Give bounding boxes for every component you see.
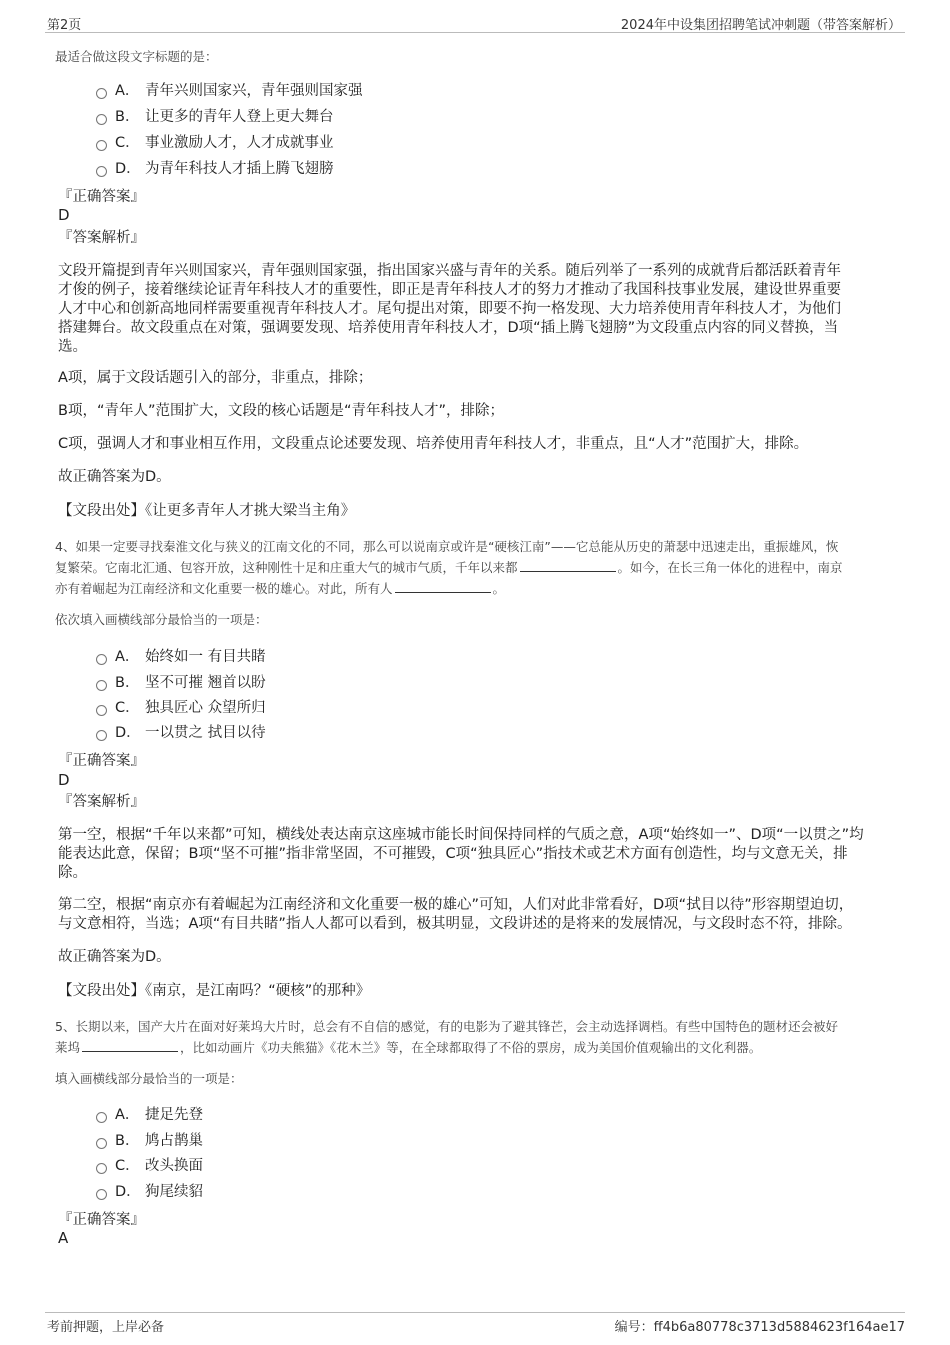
q3-answer-label: 『正确答案』 xyxy=(58,189,145,205)
q3-option-b[interactable]: B． 让更多的青年人登上更大舞台 xyxy=(96,106,334,128)
q5-prompt: 填入画横线部分最恰当的一项是： xyxy=(55,1071,243,1086)
q5-answer-label: 『正确答案』 xyxy=(58,1212,145,1228)
q4-answer: D xyxy=(58,771,70,789)
radio-icon[interactable] xyxy=(96,730,107,741)
footer-slogan: 考前押题，上岸必备 xyxy=(47,1320,165,1335)
page-header xyxy=(45,0,905,33)
q5-option-d[interactable]: D． 狗尾续貂 xyxy=(96,1181,203,1203)
q4-analysis-second: 第二空，根据“南京亦有着崛起为江南经济和文化重要一极的雄心”可知，人们对此非常看好，D项“拭目以待”形容期望迫切， 与文意相符，当选；A项“有目共睹”指人人都可以看到，极其明显，文段讲述的是将来的发展情况，与文段时态不符，排除。 xyxy=(58,897,854,932)
radio-icon[interactable] xyxy=(96,705,107,716)
q5-answer: A xyxy=(58,1229,69,1247)
q4-stem: 4、如果一定要寻找秦淮文化与狭义的江南文化的不同，那么可以说南京或许是“硬核江南”——它总能从历史的萧瑟中迅速走出，重振雄风，恢 复繁荣。它南北汇通、包容开放，这种刚性十足和庄重大气的城市气质，千年以来都 。如今，在长三角一体化的进程中，南京 亦有着崛起为江南经济和文化重要一极的雄心。对此，所有人 。 xyxy=(55,539,843,596)
fill-blank[interactable] xyxy=(395,580,491,593)
q4-option-b[interactable]: B． 坚不可摧 翘首以盼 xyxy=(96,672,266,694)
radio-icon[interactable] xyxy=(96,88,107,99)
fill-blank[interactable] xyxy=(520,559,616,572)
radio-icon[interactable] xyxy=(96,1189,107,1200)
q4-option-d[interactable]: D． 一以贯之 拭目以待 xyxy=(96,722,266,744)
q4-answer-label: 『正确答案』 xyxy=(58,753,145,769)
q4-option-c[interactable]: C． 独具匠心 众望所归 xyxy=(96,697,266,719)
q3-note-c: C项，强调人才和事业相互作用，文段重点论述要发现、培养使用青年科技人才，非重点，且“人才”范围扩大，排除。 xyxy=(58,436,809,452)
q3-analysis-label: 『答案解析』 xyxy=(58,230,145,246)
q3-conclusion: 故正确答案为D。 xyxy=(58,469,171,485)
q3-note-a: A项，属于文段话题引入的部分，非重点，排除； xyxy=(58,370,373,386)
q3-note-b: B项，“青年人”范围扩大，文段的核心话题是“青年科技人才”，排除； xyxy=(58,403,504,419)
radio-icon[interactable] xyxy=(96,140,107,151)
document-code: 编号：ff4b6a80778c3713d5884623f164ae17 xyxy=(614,1320,905,1335)
q3-analysis: 文段开篇提到青年兴则国家兴，青年强则国家强，指出国家兴盛与青年的关系。随后列举了一系列的成就背后都活跃着青年 才俊的例子，接着继续论证青年科技人才的重要性，即正是青年科技人才的努力才推动了我国科技事业发展，建设世界重要 人才中心和创新高地同样需要重视青年科技人才。尾句提出对策，即要不拘一格发现、大力培养使用青年科技人才，为他们 搭建舞台。故文段重点在对策，强调要发现、培养使用青年科技人才，D项“插上腾飞翅膀”为文段重点内容的同义替换，当 选。 xyxy=(58,263,841,355)
page-footer xyxy=(45,1312,905,1343)
q3-option-a[interactable]: A． 青年兴则国家兴，青年强则国家强 xyxy=(96,80,363,102)
q4-prompt: 依次填入画横线部分最恰当的一项是： xyxy=(55,612,268,627)
document-title: 2024年中设集团招聘笔试冲刺题（带答案解析） xyxy=(620,18,901,33)
radio-icon[interactable] xyxy=(96,1112,107,1123)
q4-option-a[interactable]: A． 始终如一 有目共睹 xyxy=(96,646,266,668)
q5-stem: 5、长期以来，国产大片在面对好莱坞大片时，总会有不自信的感觉，有的电影为了避其锋芒，会主动选择调档。有些中国特色的题材还会被好 莱坞 ，比如动画片《功夫熊猫》《花木兰》等，在全球都取得了不俗的票房，成为美国价值观输出的文化利器。 xyxy=(55,1019,838,1055)
q3-option-d[interactable]: D． 为青年科技人才插上腾飞翅膀 xyxy=(96,158,334,180)
fill-blank[interactable] xyxy=(82,1039,178,1052)
radio-icon[interactable] xyxy=(96,680,107,691)
radio-icon[interactable] xyxy=(96,114,107,125)
q3-source: 【文段出处】《让更多青年人才挑大梁当主角》 xyxy=(58,503,356,519)
q5-option-c[interactable]: C． 改头换面 xyxy=(96,1155,203,1177)
q3-answer: D xyxy=(58,206,70,224)
radio-icon[interactable] xyxy=(96,1163,107,1174)
q5-option-a[interactable]: A． 捷足先登 xyxy=(96,1104,203,1126)
page-number: 第2页 xyxy=(47,18,82,33)
q3-option-c[interactable]: C． 事业激励人才，人才成就事业 xyxy=(96,132,334,154)
radio-icon[interactable] xyxy=(96,1138,107,1149)
q4-analysis-first: 第一空，根据“千年以来都”可知，横线处表达南京这座城市能长时间保持同样的气质之意，A项“始终如一”、D项“一以贯之”均 能表达此意，保留；B项“坚不可摧”指非常坚固，不可摧毁，C项“独具匠心”指技术或艺术方面有创造性，均与文意无关，排 除。 xyxy=(58,827,864,881)
q5-option-b[interactable]: B． 鸠占鹊巢 xyxy=(96,1130,203,1152)
q3-prompt: 最适合做这段文字标题的是： xyxy=(55,49,218,64)
q4-source: 【文段出处】《南京，是江南吗？“硬核”的那种》 xyxy=(58,983,371,999)
radio-icon[interactable] xyxy=(96,654,107,665)
q4-analysis-label: 『答案解析』 xyxy=(58,794,145,810)
q4-conclusion: 故正确答案为D。 xyxy=(58,949,171,965)
radio-icon[interactable] xyxy=(96,166,107,177)
